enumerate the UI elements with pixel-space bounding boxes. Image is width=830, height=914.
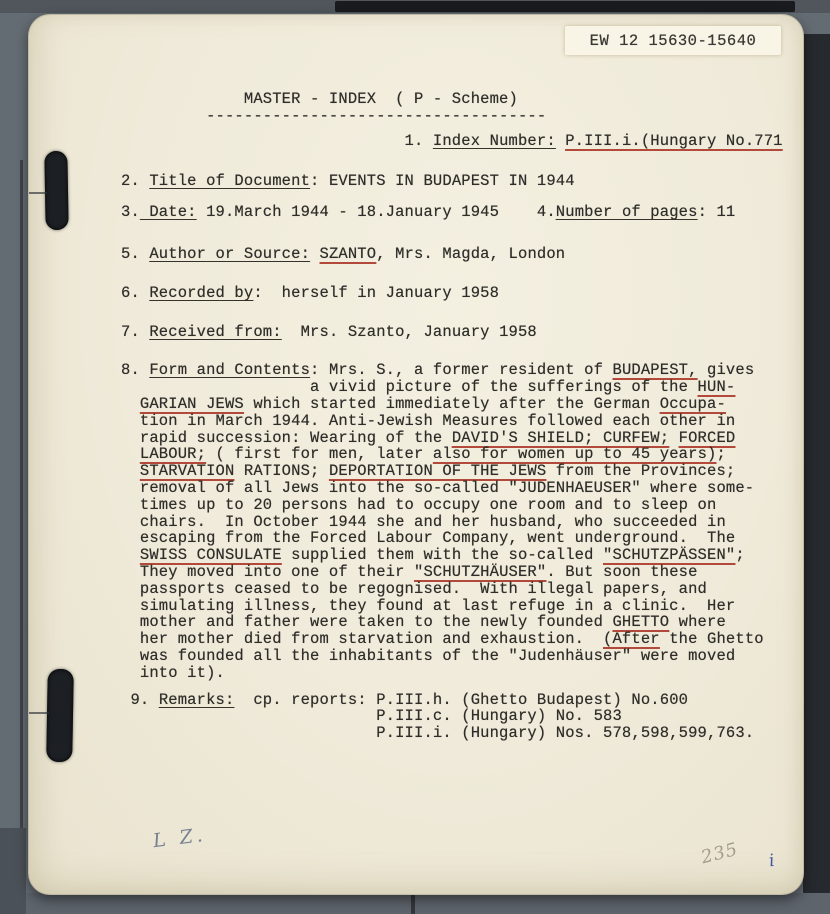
catalog-stamp: [565, 26, 781, 55]
typed-line: chairs. In October 1944 she and her husband, who succeeded in: [121, 512, 726, 531]
handwritten-page-number: 235: [699, 838, 741, 869]
hole-punch-top: [44, 151, 68, 230]
typed-line: LABOUR; ( first for men, later also for women up to 45 years);: [139, 445, 726, 464]
typed-line: into it).: [121, 663, 225, 682]
typed-line: P.III.c. (Hungary) No. 583: [121, 707, 622, 726]
typed-line: GARIAN JEWS which started immediately after the German Occupa-: [139, 394, 726, 413]
catalog-stamp-text: EW 12 15630-15640: [589, 31, 757, 50]
hole-slit-bottom: [29, 712, 49, 714]
typed-line: STARVATION RATIONS; DEPORTATION OF THE JEWS from the Provinces;: [139, 462, 736, 481]
section-item5: [121, 246, 783, 263]
section-item6: [121, 285, 783, 302]
typed-line: They moved into one of their "SCHUTZHÄUSER". But soon these: [121, 562, 698, 581]
typed-line: escaping from the Forced Labour Company, went underground. The: [121, 529, 736, 548]
typed-line: 3. Date: 19.March 1944 - 18.January 1945 4.Number of pages: 11: [121, 203, 736, 222]
section-item7: [121, 324, 783, 341]
typed-line: 2. Title of Document: EVENTS IN BUDAPEST IN 1944: [121, 172, 575, 191]
typed-line: rapid succession: Wearing of the DAVID'S SHIELD; CURFEW; FORCED: [121, 428, 736, 447]
handwritten-initials: L Z.: [151, 823, 208, 853]
typed-line: MASTER - INDEX ( P - Scheme): [121, 90, 518, 108]
section-item3: [121, 204, 783, 221]
typed-line: was founded all the inhabitants of the "Judenhäuser" were moved: [121, 646, 736, 665]
document-page: [28, 14, 804, 895]
album-right-edge: [803, 34, 830, 914]
section-item1: [121, 133, 783, 150]
typed-line: removal of all Jews into the so-called "JUDENHAEUSER" where some-: [121, 478, 755, 497]
typed-line: 9. Remarks: cp. reports: P.III.h. (Ghetto Budapest) No.600: [121, 690, 689, 709]
typed-line: tion in March 1944. Anti-Jewish Measures followed each other in: [121, 411, 736, 430]
typed-line: times up to 20 persons had to occupy one room and to sleep on: [121, 495, 717, 514]
typed-line: 8. Form and Contents: Mrs. S., a former resident of BUDAPEST, gives: [121, 361, 755, 380]
album-bottom-edge: [0, 893, 830, 914]
typed-line: 1. Index Number: P.III.i.(Hungary No.771: [121, 131, 783, 150]
typed-line: her mother died from starvation and exhaustion. (After the Ghetto: [121, 630, 764, 649]
section-item9: [121, 692, 783, 742]
typed-line: P.III.i. (Hungary) Nos. 578,598,599,763.: [121, 724, 755, 743]
album-top-edge-dark: [335, 1, 795, 12]
album-bottom-seam: [411, 893, 415, 914]
typed-line: simulating illness, they found at last refuge in a clinic. Her: [121, 596, 736, 615]
typed-line: 7. Received from: Mrs. Szanto, January 1958: [121, 322, 537, 341]
handwritten-index-mark: i: [767, 850, 776, 872]
typed-line: ------------------------------------: [121, 106, 547, 125]
typed-line: 6. Recorded by: herself in January 1958: [121, 283, 500, 302]
typed-text: [121, 91, 783, 742]
section-item8: [121, 362, 783, 681]
typed-line: SWISS CONSULATE supplied them with the so-called "SCHUTZPÄSSEN";: [139, 546, 745, 565]
section-item2: [121, 173, 783, 190]
typed-line: mother and father were taken to the newly founded GHETTO where: [121, 613, 726, 632]
album-left-seam: [20, 160, 23, 914]
typed-line: passports ceased to be regognised. With illegal papers, and: [121, 579, 707, 598]
typed-line: a vivid picture of the sufferings of the HUN-: [121, 378, 736, 397]
hole-slit-top: [29, 192, 47, 194]
section-header: [121, 91, 783, 125]
typed-line: 5. Author or Source: SZANTO, Mrs. Magda, London: [121, 244, 566, 263]
hole-punch-bottom: [46, 669, 74, 762]
album-bottom-left-shadow: [0, 828, 26, 914]
